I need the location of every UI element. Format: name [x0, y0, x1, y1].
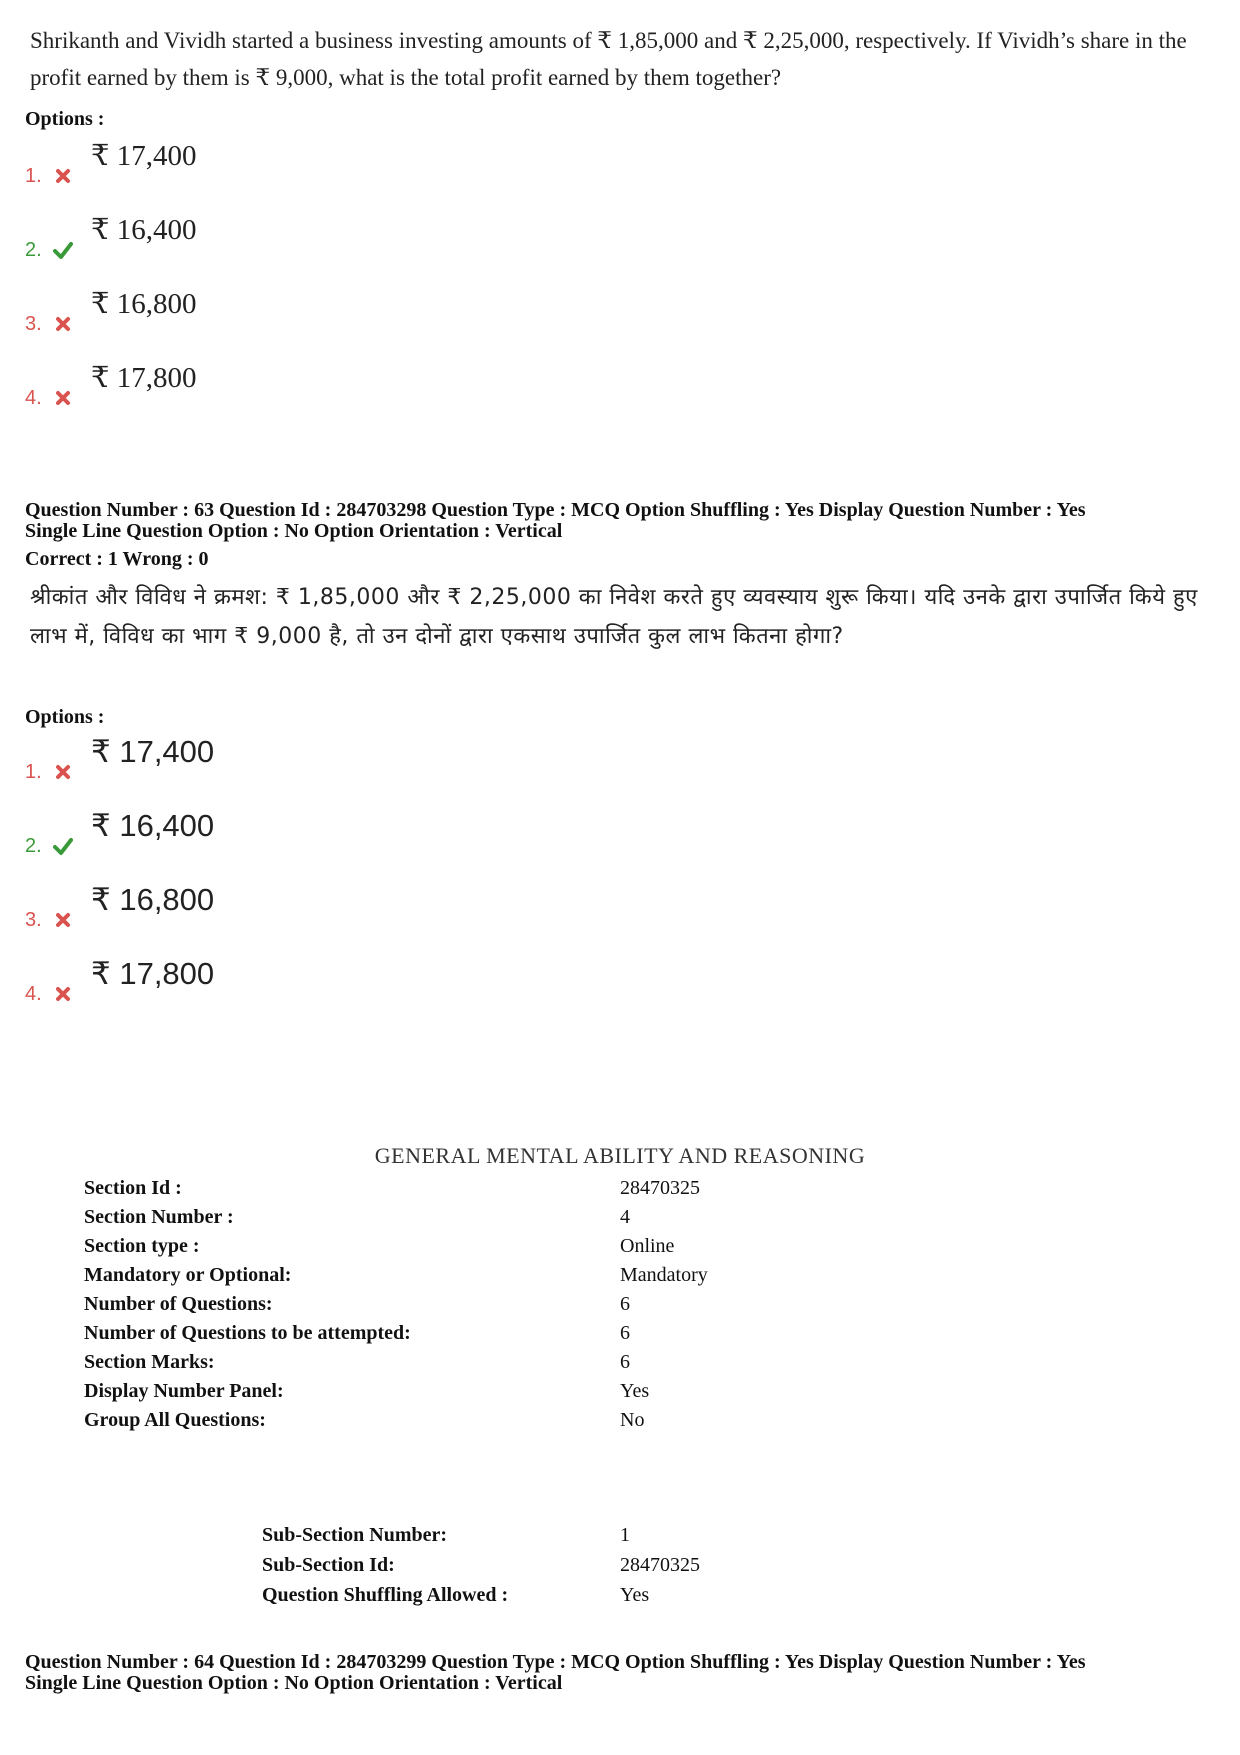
option-text: ₹ 16,400 [91, 214, 197, 246]
option-number: 3. [25, 313, 42, 335]
subsection-key: Sub-Section Number: [262, 1524, 448, 1546]
section-row [84, 1351, 1084, 1380]
question-63-text: श्रीकांत और विविध ने क्रमश: ₹ 1,85,000 और ₹ 2,25,000 का निवेश करते हुए व्यवस्याय शुरू किया। यदि उनके द्वारा उपार्जित किये हुए लाभ में, विविध का भाग ₹ 9,000 है, तो उन दोनों द्वारा एकसाथ उपार्जित कुल लाभ कितना होगा? [30, 585, 1198, 649]
section-value: 6 [620, 1293, 630, 1315]
section-row [84, 1380, 1084, 1409]
option-number: 1. [25, 165, 42, 187]
option-4 [25, 360, 625, 410]
option-text: ₹ 16,800 [91, 882, 215, 917]
option-3 [25, 882, 625, 932]
subsection-value: 28470325 [620, 1554, 700, 1576]
option-number: 2. [25, 835, 42, 857]
section-row [84, 1409, 1084, 1438]
section-key: Mandatory or Optional: [84, 1264, 292, 1286]
section-value: Yes [620, 1380, 650, 1402]
section-key: Section Number : [84, 1206, 234, 1228]
section-key: Group All Questions: [84, 1409, 266, 1431]
check-icon [53, 240, 73, 260]
section-value: Online [620, 1235, 675, 1257]
subsection-row [262, 1584, 962, 1614]
section-value: 6 [620, 1322, 630, 1344]
section-row [84, 1322, 1084, 1351]
option-text: ₹ 17,400 [91, 140, 197, 172]
section-key: Number of Questions: [84, 1293, 273, 1315]
meta-line: Correct : 1 Wrong : 0 [25, 548, 209, 570]
subsection-value: 1 [620, 1524, 630, 1546]
option-text: ₹ 17,800 [91, 956, 215, 991]
section-key: Section Marks: [84, 1351, 215, 1373]
subsection-key: Question Shuffling Allowed : [262, 1584, 509, 1606]
option-text: ₹ 16,800 [91, 288, 197, 320]
section-row [84, 1293, 1084, 1322]
meta-line: Single Line Question Option : No Option Orientation : Vertical [25, 1672, 563, 1694]
section-value: 28470325 [620, 1177, 700, 1199]
meta-line: Question Number : 63 Question Id : 284703298 Question Type : MCQ Option Shuffling : Yes Display Question Number : Yes [25, 499, 1086, 521]
section-row [84, 1264, 1084, 1293]
options-label: Options : [25, 108, 105, 130]
section-row [84, 1206, 1084, 1235]
section-value: 4 [620, 1206, 630, 1228]
subsection-row [262, 1524, 962, 1554]
option-1 [25, 138, 625, 188]
option-1 [25, 734, 625, 784]
section-key: Number of Questions to be attempted: [84, 1322, 411, 1344]
question-64-meta [25, 1652, 1225, 1694]
section-value: 6 [620, 1351, 630, 1373]
subsection-info-table [262, 1524, 962, 1614]
subsection-row [262, 1554, 962, 1584]
section-row [84, 1235, 1084, 1264]
option-text: ₹ 16,400 [91, 808, 215, 843]
section-row [84, 1177, 1084, 1206]
meta-line: Question Number : 64 Question Id : 284703299 Question Type : MCQ Option Shuffling : Yes Display Question Number : Yes [25, 1651, 1086, 1673]
section-key: Section type : [84, 1235, 200, 1257]
option-3 [25, 286, 625, 336]
section-value: No [620, 1409, 645, 1431]
option-number: 1. [25, 761, 42, 783]
cross-icon [53, 984, 73, 1004]
option-text: ₹ 17,400 [91, 734, 215, 769]
options-label: Options : [25, 706, 105, 728]
question-63-meta [25, 500, 1225, 570]
cross-icon [53, 166, 73, 186]
section-value: Mandatory [620, 1264, 708, 1286]
subsection-value: Yes [620, 1584, 650, 1606]
section-info-table [84, 1177, 1084, 1438]
cross-icon [53, 388, 73, 408]
section-key: Display Number Panel: [84, 1380, 284, 1402]
option-number: 4. [25, 983, 42, 1005]
option-text: ₹ 17,800 [91, 362, 197, 394]
check-icon [53, 836, 73, 856]
option-2 [25, 808, 625, 858]
section-title: GENERAL MENTAL ABILITY AND REASONING [374, 1143, 866, 1168]
option-number: 2. [25, 239, 42, 261]
question-62-text: Shrikanth and Vividh started a business investing amounts of ₹ 1,85,000 and ₹ 2,25,000, respectively. If Vividh’s share in the profit earned by them is ₹ 9,000, what is the total profit earned by them together? [30, 28, 1187, 90]
option-2 [25, 212, 625, 262]
subsection-key: Sub-Section Id: [262, 1554, 395, 1576]
meta-line: Single Line Question Option : No Option Orientation : Vertical [25, 520, 563, 542]
option-number: 4. [25, 387, 42, 409]
option-4 [25, 956, 625, 1006]
cross-icon [53, 762, 73, 782]
cross-icon [53, 910, 73, 930]
cross-icon [53, 314, 73, 334]
section-key: Section Id : [84, 1177, 182, 1199]
option-number: 3. [25, 909, 42, 931]
